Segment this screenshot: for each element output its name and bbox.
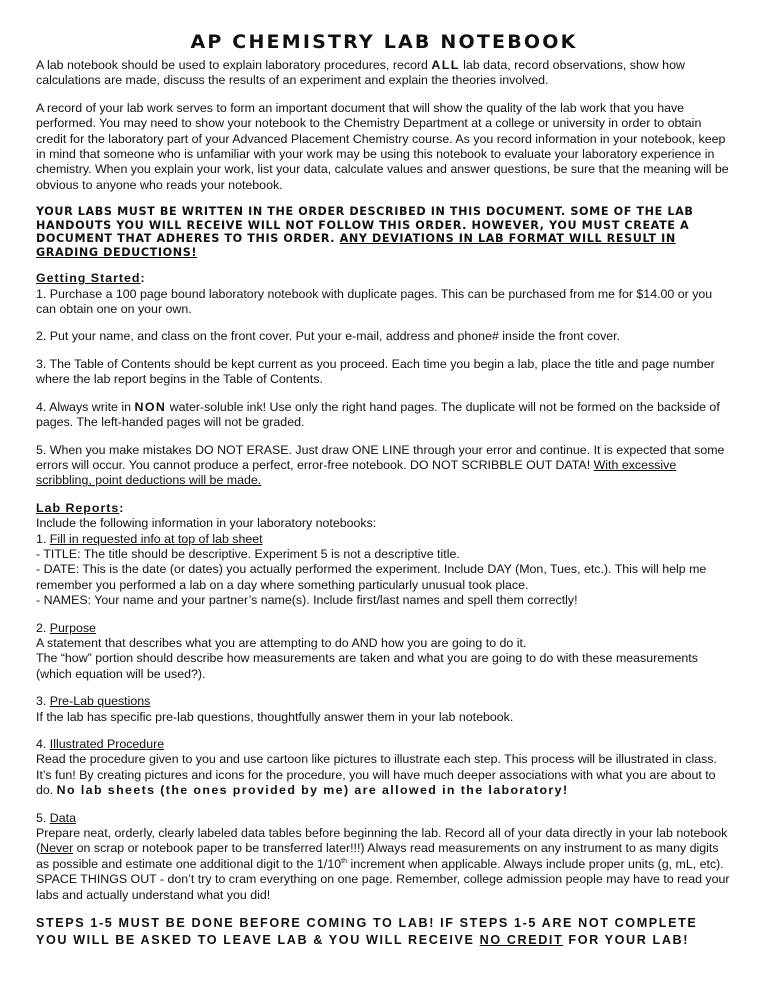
step-text-cont: on scrap or notebook paper to be transferred later!!!) Always read measurements on any instrument to as many digits as possible and estimate one additional digit to the 1/10 [36, 841, 719, 871]
step-emphasis: No lab sheets (the ones provided by me) are allowed in the laboratory! [56, 783, 569, 798]
step-4-body [36, 752, 732, 798]
superscript: th [341, 857, 347, 865]
step-number: 2. [36, 620, 50, 635]
step-4-title [36, 737, 732, 752]
step-title: Fill in requested info at top of lab sheet [49, 531, 263, 546]
step-5-title [36, 811, 732, 826]
emphasis-non: NON [134, 399, 167, 414]
footer-text: STEPS 1-5 MUST BE DONE BEFORE COMING TO LAB! IF STEPS 1-5 ARE NOT COMPLETE YOU WILL BE ASKED TO LEAVE LAB & YOU WILL RECEIVE [36, 916, 698, 948]
step-3-line-1: If the lab has specific pre-lab questions, thoughtfully answer them in your lab notebook. [36, 709, 514, 724]
item-text-cont: water-soluble ink! Use only the right hand pages. The duplicate will not be formed on the backside of pages. The left-handed pages will not be graded. [36, 399, 720, 430]
step-title: Purpose [49, 620, 96, 635]
getting-started-item-3: 3. The Table of Contents should be kept current as you proceed. Each time you begin a lab, place the title and page number where the lab report begins in the Table of Contents. [36, 356, 715, 387]
step-number: 4. [36, 737, 50, 751]
document [36, 30, 732, 949]
step-1-date-line: - DATE: This is the date (or dates) you actually performed the experiment. Include DAY (Mon, Tues, etc.). This will help me remember you performed a lab on a day where something particularly unusual took place. [36, 562, 707, 592]
intro-text: A lab notebook should be used to explain laboratory procedures, record [36, 58, 432, 72]
step-text: Prepare neat, orderly, clearly labeled data tables before beginning the lab. Record all of your data directly in your lab notebook ( [36, 826, 728, 856]
emphasis-all: ALL [431, 58, 460, 72]
section-title: Lab Reports [36, 500, 120, 515]
step-3-title [36, 694, 732, 709]
section-colon: : [140, 271, 146, 286]
item-text: 5. When you make mistakes DO NOT ERASE. Just draw ONE LINE through your error and continue. It is expected that some errors will occur. You cannot produce a perfect, error-free notebook. DO NOT SCRIBBLE OUT DATA! [36, 442, 725, 472]
intro-paragraph-1 [36, 58, 732, 89]
warning-underlined: ANY DEVIATIONS IN LAB FORMAT WILL RESULT IN GRADING DEDUCTIONS! [36, 232, 676, 259]
step-number: 1. [36, 531, 50, 546]
step-2-title [36, 621, 732, 636]
step-text: Read the procedure given to you and use cartoon like pictures to illustrate each step. This process will be illustrated in class. It’s fun! By creating pictures and icons for the procedure, you will have much deeper associations with what you are about to do. [36, 752, 717, 798]
getting-started-item-4 [36, 400, 732, 431]
section-title: Getting Started [36, 271, 141, 286]
lab-reports-heading [36, 501, 732, 516]
step-2-line-2: The “how” portion should describe how measurements are taken and what you are going to do with these measurements (which equation will be used?). [36, 651, 698, 681]
item-underlined: With excessive scribbling, point deductions will be made. [36, 457, 677, 488]
warning-text: YOUR LABS MUST BE WRITTEN IN THE ORDER DESCRIBED IN THIS DOCUMENT. SOME OF THE LAB HANDOUTS YOU WILL RECEIVE WILL NOT FOLLOW THIS ORDER. HOWEVER, YOU MUST CREATE A DOCUMENT THAT ADHERES TO THIS ORDER. [36, 205, 694, 246]
step-5-body [36, 826, 732, 903]
step-text-end: increment when applicable. Always include proper units (g, mL, etc). SPACE THINGS OUT - don’t try to cram everything on one page. Remember, college admission people may have to read your labs and actually understand what you did! [36, 856, 730, 902]
item-text: 4. Always write in [36, 399, 135, 414]
lab-reports-intro: Include the following information in your laboratory notebooks: [36, 516, 377, 531]
step-title: Data [49, 810, 76, 825]
intro-paragraph-2: A record of your lab work serves to form an important document that will show the quality of the lab work that you have performed. You may need to show your notebook to the Chemistry Department at a college or university in order to obtain credit for the laboratory part of your Advanced Placement Chemistry course. As you record information in your notebook, keep in mind that someone who is unfamiliar with your work may be using this notebook to evaluate your laboratory experience in chemistry. When you explain your work, list your data, calculate values and answer questions, be sure that the meaning will be obvious to anyone who reads your notebook. [36, 100, 729, 192]
footer-text-end: FOR YOUR LAB! [563, 933, 690, 948]
section-colon: : [119, 500, 125, 515]
step-1-names-line: - NAMES: Your name and your partner’s name(s). Include first/last names and spell them correctly! [36, 593, 578, 608]
order-warning [36, 205, 732, 259]
step-number: 3. [36, 694, 50, 709]
step-1-title-line: - TITLE: The title should be descriptive. Experiment 5 is not a descriptive title. [36, 546, 460, 561]
step-underlined: Never [40, 841, 74, 856]
step-1-title [36, 532, 732, 547]
getting-started-item-5 [36, 443, 732, 489]
footer-underlined: NO CREDIT [479, 933, 564, 948]
step-2-line-1: A statement that describes what you are attempting to do AND how you are going to do it. [36, 635, 527, 650]
getting-started-heading [36, 271, 732, 286]
step-title: Illustrated Procedure [49, 737, 165, 751]
step-title: Pre-Lab questions [49, 694, 151, 709]
intro-text-cont: lab data, record observations, show how calculations are made, discuss the results of an experiment and explain the theories involved. [36, 58, 685, 88]
page-title: AP CHEMISTRY LAB NOTEBOOK [190, 31, 578, 53]
getting-started-item-2: 2. Put your name, and class on the front cover. Put your e-mail, address and phone# inside the front cover. [36, 329, 621, 344]
getting-started-item-1: 1. Purchase a 100 page bound laboratory notebook with duplicate pages. This can be purchased from me for $14.00 or you can obtain one on your own. [36, 286, 713, 317]
step-number: 5. [36, 810, 50, 825]
footer-warning [36, 915, 732, 949]
